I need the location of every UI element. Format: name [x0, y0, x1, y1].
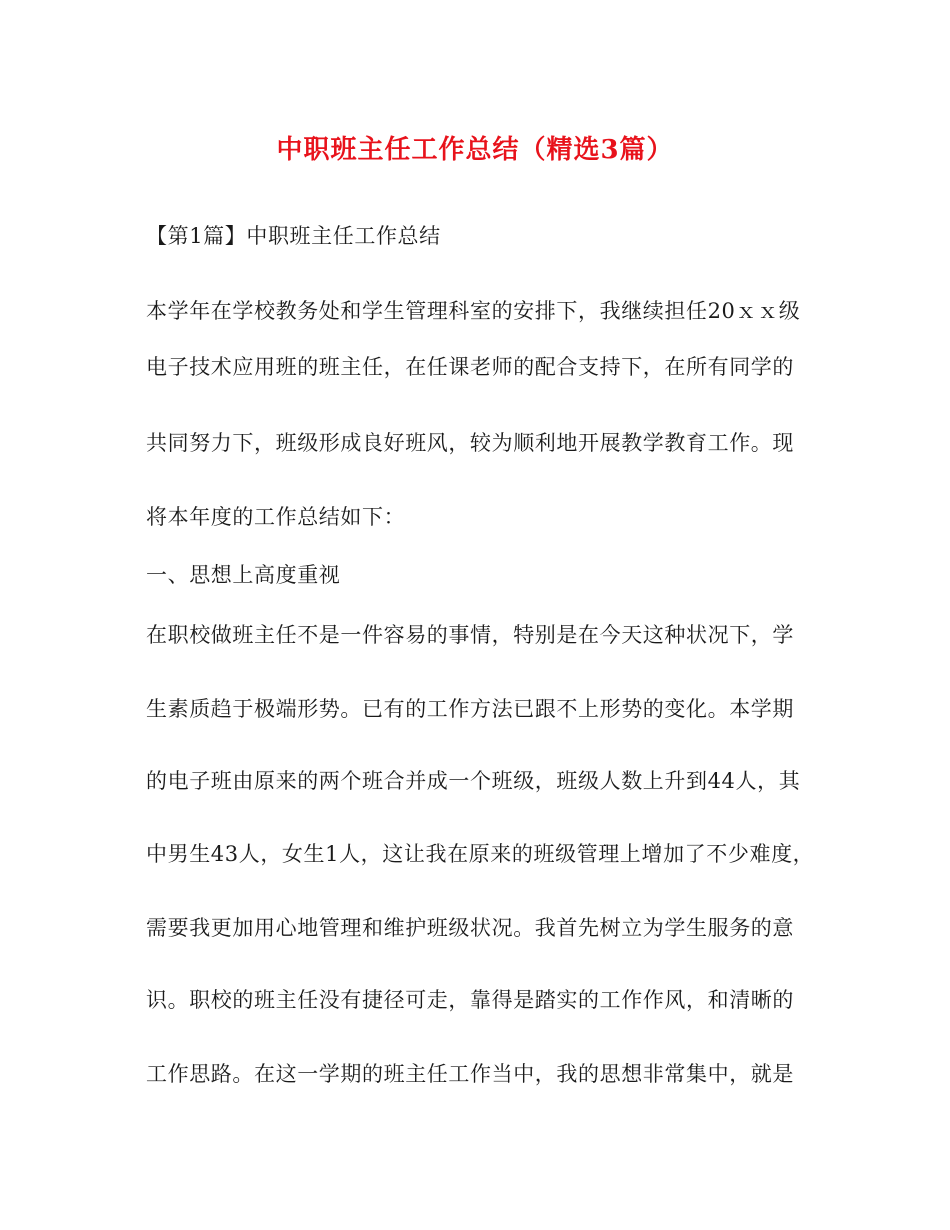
paragraph-line: 共同努力下，班级形成良好班风，较为顺利地开展教学教育工作。现	[146, 431, 794, 455]
paragraph-line: 中男生43人，女生1人，这让我在原来的班级管理上增加了不少难度，	[146, 842, 815, 866]
paragraph-line: 生素质趋于极端形势。已有的工作方法已跟不上形势的变化。本学期	[146, 697, 794, 721]
paragraph-line: 的电子班由原来的两个班合并成一个班级，班级人数上升到44人，其	[146, 769, 801, 793]
document-title: 中职班主任工作总结（精选3篇）	[276, 135, 674, 165]
paragraph-line: 在职校做班主任不是一件容易的事情，特别是在今天这种状况下，学	[146, 623, 794, 647]
paragraph-line: 工作思路。在这一学期的班主任工作当中，我的思想非常集中，就是	[146, 1062, 794, 1086]
paragraph-line: 需要我更加用心地管理和维护班级状况。我首先树立为学生服务的意	[146, 916, 794, 940]
paragraph-line: 识。职校的班主任没有捷径可走，靠得是踏实的工作作风，和清晰的	[146, 988, 794, 1012]
section-heading: 【第1篇】中职班主任工作总结	[146, 224, 441, 248]
paragraph-line: 电子技术应用班的班主任，在任课老师的配合支持下，在所有同学的	[146, 355, 794, 379]
subheading: 一、思想上高度重视	[146, 563, 341, 587]
paragraph-line: 本学年在学校教务处和学生管理科室的安排下，我继续担任20ｘｘ级	[146, 299, 801, 323]
paragraph-line: 将本年度的工作总结如下：	[146, 505, 406, 529]
